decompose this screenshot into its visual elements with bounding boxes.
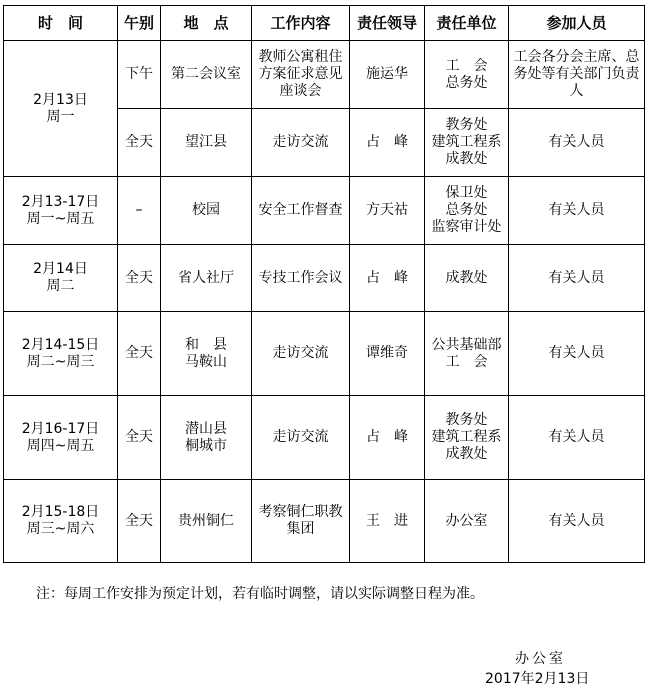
- weekday-text: 周二: [46, 278, 75, 294]
- unit-text: 监察审计处: [431, 219, 502, 235]
- date-cell: [4, 396, 118, 480]
- weekday-text: 周四~周五: [26, 437, 95, 454]
- place-text: 校园: [192, 202, 220, 218]
- weekday-text: 周二~周三: [26, 353, 95, 370]
- weekday-text: 周一: [46, 108, 75, 125]
- unit-text: 公共基础部: [431, 336, 502, 353]
- content-cell: 专技工作会议: [252, 245, 350, 312]
- unit-cell: [425, 312, 509, 396]
- unit-text: 成教处: [445, 446, 488, 462]
- place-text: 省人社厅: [178, 269, 234, 286]
- date-cell: [4, 41, 118, 177]
- place-text: 望江县: [185, 134, 227, 150]
- place-text: 马鞍山: [185, 353, 227, 370]
- period-cell: 全天: [118, 245, 161, 312]
- participants-cell: 有关人员: [509, 480, 645, 563]
- header-period: 午别: [118, 6, 161, 41]
- participants-cell: 有关人员: [509, 396, 645, 480]
- signature-office: 办公室: [515, 651, 566, 667]
- date-cell: [4, 245, 118, 312]
- content-cell: 走访交流: [252, 312, 350, 396]
- place-text: 贵州铜仁: [178, 512, 234, 529]
- date-text: 2月14日: [33, 261, 88, 277]
- unit-text: 教务处: [445, 412, 488, 428]
- unit-cell: [425, 109, 509, 177]
- leader-cell: 施运华: [350, 41, 425, 109]
- place-cell: [161, 41, 252, 109]
- content-cell: 安全工作督查: [252, 177, 350, 245]
- period-cell: –: [118, 177, 161, 245]
- table-row: [4, 312, 645, 396]
- unit-cell: [425, 480, 509, 563]
- leader-cell: 占 峰: [350, 109, 425, 177]
- place-cell: [161, 480, 252, 563]
- header-participants: 参加人员: [509, 6, 645, 41]
- leader-cell: 王 进: [350, 480, 425, 563]
- participants-cell: 有关人员: [509, 109, 645, 177]
- header-leader: 责任领导: [350, 6, 425, 41]
- content-cell: 走访交流: [252, 396, 350, 480]
- content-cell: 教师公寓租住方案征求意见座谈会: [252, 41, 350, 109]
- participants-cell: 工会各分会主席、总务处等有关部门负责人: [509, 41, 645, 109]
- header-row: [4, 6, 645, 41]
- place-cell: [161, 245, 252, 312]
- place-text: 第二会议室: [171, 66, 241, 82]
- date-text: 2月16-17日: [21, 420, 100, 437]
- leader-cell: 占 峰: [350, 245, 425, 312]
- date-text: 2月13-17日: [21, 193, 100, 210]
- header-content: 工作内容: [252, 6, 350, 41]
- date-cell: [4, 480, 118, 563]
- period-cell: 全天: [118, 396, 161, 480]
- content-cell: 考察铜仁职教集团: [252, 480, 350, 563]
- place-cell: [161, 396, 252, 480]
- unit-text: 工 会: [445, 353, 488, 370]
- footnote: 注：每周工作安排为预定计划，若有临时调整，请以实际调整日程为准。: [36, 586, 484, 602]
- leader-cell: 占 峰: [350, 396, 425, 480]
- unit-text: 总务处: [445, 202, 488, 218]
- unit-text: 建筑工程系: [431, 429, 502, 445]
- period-cell: 全天: [118, 480, 161, 563]
- period-cell: 全天: [118, 312, 161, 396]
- date-text: 2月14-15日: [21, 336, 100, 353]
- header-unit: 责任单位: [425, 6, 509, 41]
- leader-cell: 谭维奇: [350, 312, 425, 396]
- weekday-text: 周三~周六: [26, 521, 95, 537]
- place-text: 和 县: [185, 336, 227, 353]
- unit-cell: [425, 396, 509, 480]
- date-cell: [4, 177, 118, 245]
- unit-cell: [425, 41, 509, 109]
- header-time: 时 间: [4, 6, 118, 41]
- place-cell: [161, 177, 252, 245]
- leader-cell: 方天祜: [350, 177, 425, 245]
- participants-cell: 有关人员: [509, 312, 645, 396]
- unit-text: 成教处: [445, 269, 488, 286]
- unit-text: 建筑工程系: [431, 134, 502, 150]
- date-cell: [4, 312, 118, 396]
- unit-text: 工 会: [445, 57, 488, 74]
- table-row: [4, 41, 645, 109]
- date-text: 2月15-18日: [21, 504, 100, 520]
- unit-cell: [425, 177, 509, 245]
- place-text: 潜山县: [185, 420, 227, 437]
- period-cell: 全天: [118, 109, 161, 177]
- unit-text: 教务处: [445, 117, 488, 133]
- table-row: [4, 480, 645, 563]
- unit-text: 办公室: [445, 512, 488, 529]
- unit-text: 成教处: [445, 151, 488, 167]
- table-row: [4, 396, 645, 480]
- content-cell: 走访交流: [252, 109, 350, 177]
- unit-text: 总务处: [445, 74, 488, 91]
- period-cell: 下午: [118, 41, 161, 109]
- weekday-text: 周一~周五: [26, 210, 95, 227]
- place-cell: [161, 312, 252, 396]
- participants-cell: 有关人员: [509, 245, 645, 312]
- table-row: [4, 245, 645, 312]
- date-text: 2月13日: [33, 91, 88, 108]
- place-cell: [161, 109, 252, 177]
- place-text: 桐城市: [185, 437, 227, 454]
- header-place: 地 点: [161, 6, 252, 41]
- signature-date: 2017年2月13日: [485, 671, 590, 687]
- table-row: [4, 177, 645, 245]
- unit-text: 保卫处: [445, 185, 488, 201]
- schedule-table: [3, 5, 645, 563]
- unit-cell: [425, 245, 509, 312]
- participants-cell: 有关人员: [509, 177, 645, 245]
